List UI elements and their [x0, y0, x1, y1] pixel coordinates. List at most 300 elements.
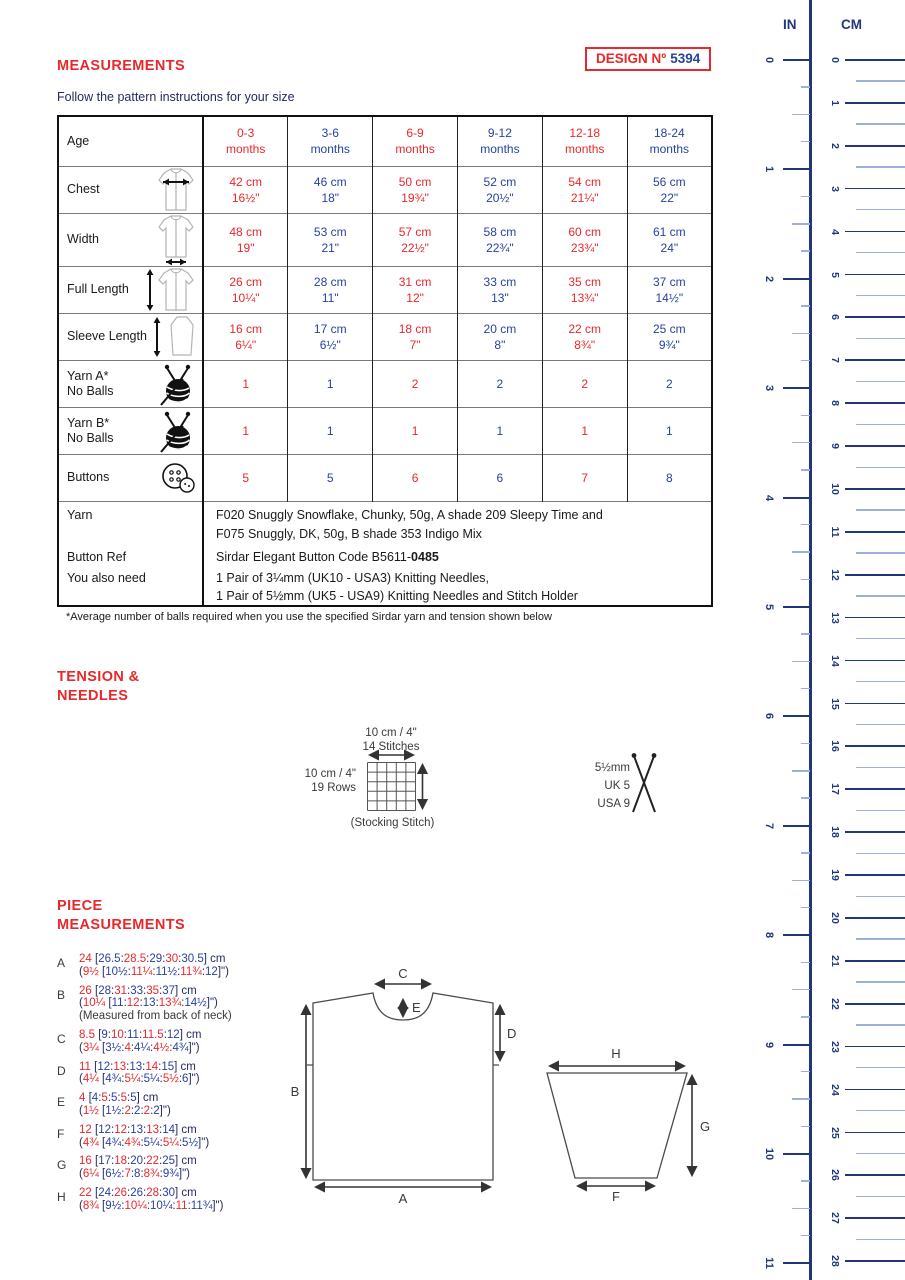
piece-letter: E	[57, 1095, 66, 1110]
cardigan-length-icon	[145, 267, 197, 313]
piece-letter: A	[57, 956, 66, 970]
ruler-tick-cm-half	[856, 638, 905, 639]
ruler-label-inch-6: 6	[763, 713, 775, 720]
ruler-tick-inch-q	[801, 1071, 810, 1072]
ruler-tick-cm-21	[845, 960, 905, 962]
tension-swatch-diagram	[360, 748, 435, 818]
ruler-tick-cm-23	[845, 1046, 905, 1048]
ruler-tick-cm-half	[856, 1153, 905, 1154]
ruler-label-cm-23: 23	[829, 1040, 841, 1053]
ruler-tick-inch-q	[801, 797, 810, 798]
value-cell: 56 cm 22"	[627, 166, 712, 213]
tension-title-line2: NEEDLES	[57, 688, 129, 704]
value-cell: 7	[542, 454, 627, 501]
ruler-tick-inch-q	[801, 688, 810, 689]
ruler-label-cm-18: 18	[829, 826, 841, 839]
ruler-tick-cm-half	[856, 767, 905, 768]
row-label-cell	[58, 360, 203, 407]
ruler-label-inch-5: 5	[763, 603, 775, 611]
ruler-tick-inch-10	[783, 1153, 810, 1155]
ruler-tick-cm-6	[845, 316, 905, 318]
ruler-tick-inch-5	[783, 606, 810, 608]
label-F: F	[612, 1189, 620, 1204]
ruler-label-cm-1: 1	[829, 99, 841, 106]
ruler-tick-inch-q	[801, 196, 810, 197]
value-cell: 2	[627, 360, 712, 407]
value-cell: 1	[288, 360, 373, 407]
tension-title	[57, 668, 140, 706]
ruler-tick-inch-half	[792, 770, 810, 772]
value-cell: 2	[373, 360, 458, 407]
ruler-tick-cm-18	[845, 831, 905, 833]
ruler-tick-cm-half	[856, 896, 905, 897]
value-cell: 46 cm 18"	[288, 166, 373, 213]
ruler-tick-cm-half	[856, 424, 905, 425]
ruler-tick-inch-half	[792, 989, 810, 991]
ruler-tick-inch-0	[783, 59, 810, 61]
piece-cm-line: 24 [26.5:28.5:29:30:30.5] cm	[79, 953, 226, 965]
piece-cm-line: 8.5 [9:10:11:11.5:12] cm	[79, 1028, 202, 1041]
yarn-line-1: F020 Snuggly Snowflake, Chunky, 50g, A shade 209 Sleepy Time and	[216, 507, 603, 522]
need-line-2: 1 Pair of 5½mm (UK5 - USA9) Knitting Needles and Stitch Holder	[216, 588, 578, 603]
age-column-header: 6-9 months	[373, 116, 458, 166]
ruler-tick-cm-20	[845, 917, 905, 919]
ruler-label-cm-2: 2	[829, 142, 841, 149]
piece-inch-line: (3¼ [3½:4:4¼:4½:4¾]")	[79, 1041, 200, 1054]
buttons-icon	[159, 462, 197, 494]
row-label-cell	[58, 454, 203, 501]
row-label: Buttons	[67, 470, 110, 484]
sleeve-piece-diagram	[535, 1040, 713, 1208]
ruler-label-cm-10: 10	[829, 483, 841, 495]
needle-uk-label: UK 5	[604, 780, 630, 792]
ruler-label-cm-3: 3	[829, 185, 841, 192]
ruler-label-inch-4: 4	[763, 494, 775, 501]
value-cell: 58 cm 22¾"	[457, 213, 542, 266]
ruler-tick-cm-9	[845, 445, 905, 447]
ruler-tick-inch-q	[801, 633, 810, 634]
row-label: Sleeve Length	[67, 329, 147, 343]
yarn-info-row	[58, 501, 712, 606]
value-cell: 37 cm 14½"	[627, 266, 712, 313]
design-number-label: DESIGN Nº	[596, 51, 667, 66]
ruler-label-cm-9: 9	[829, 443, 841, 450]
ruler-tick-cm-27	[845, 1217, 905, 1219]
ruler-label-cm-25: 25	[829, 1126, 841, 1139]
ruler-tick-inch-q	[801, 141, 810, 142]
piece-letter: H	[57, 1189, 66, 1204]
value-cell: 22 cm 8¾"	[542, 313, 627, 360]
ruler-tick-cm-half	[856, 853, 905, 854]
value-cell: 1	[203, 407, 288, 454]
piece-entry-B	[57, 985, 292, 1023]
table-row	[58, 266, 712, 313]
ruler-tick-inch-q	[801, 1016, 810, 1017]
yarn-ball-icon	[157, 409, 197, 453]
value-cell: 5	[288, 454, 373, 501]
ruler-label-cm-24: 24	[829, 1083, 841, 1096]
label-D: D	[507, 1026, 517, 1041]
body-piece-diagram	[290, 962, 520, 1210]
tension-caption: (Stocking Stitch)	[350, 817, 435, 829]
ruler-tick-cm-7	[845, 359, 905, 361]
ruler-tick-inch-q	[801, 1180, 810, 1181]
piece-entry-F	[57, 1124, 292, 1150]
ruler-tick-cm-half	[856, 80, 905, 81]
value-cell: 35 cm 13¾"	[542, 266, 627, 313]
value-cell: 61 cm 24"	[627, 213, 712, 266]
ruler-tick-cm-12	[845, 574, 905, 576]
ruler-label-inch-0: 0	[763, 56, 775, 64]
value-cell: 53 cm 21"	[288, 213, 373, 266]
age-column-header: 12-18 months	[542, 116, 627, 166]
ruler-label-cm-27: 27	[829, 1212, 841, 1225]
ruler-label-cm-21: 21	[829, 955, 841, 967]
label-E: E	[412, 1000, 421, 1015]
ruler-tick-inch-q	[801, 852, 810, 853]
piece-entry-G	[57, 1155, 292, 1181]
ruler-tick-inch-q	[801, 415, 810, 416]
table-row	[58, 166, 712, 213]
tension-gauge-size-rows: 10 cm / 4"	[304, 768, 356, 780]
value-cell: 6	[457, 454, 542, 501]
value-cell: 31 cm 12"	[373, 266, 458, 313]
row-label: Yarn B* No Balls	[67, 415, 114, 445]
ruler-label-cm-7: 7	[829, 357, 841, 364]
ruler-tick-cm-half	[856, 595, 905, 596]
tension-rows: 19 Rows	[311, 782, 356, 794]
pieces-title-line2: MEASUREMENTS	[57, 917, 186, 933]
ruler-tick-cm-half	[856, 295, 905, 296]
value-cell: 2	[457, 360, 542, 407]
ruler-tick-inch-6	[783, 715, 810, 717]
value-cell: 5	[203, 454, 288, 501]
ruler-tick-inch-half	[792, 223, 810, 225]
ruler-tick-cm-17	[845, 788, 905, 790]
value-cell: 1	[627, 407, 712, 454]
ruler-label-cm-17: 17	[829, 783, 841, 796]
tension-gauge-size: 10 cm / 4"	[365, 727, 417, 739]
ruler-label-inch-7: 7	[763, 822, 775, 829]
value-cell: 1	[457, 407, 542, 454]
ruler-tick-cm-10	[845, 488, 905, 490]
tension-left-label	[256, 767, 356, 795]
value-cell: 42 cm 16½"	[203, 166, 288, 213]
ruler-tick-cm-half	[856, 552, 905, 553]
ruler-tick-inch-q	[801, 250, 810, 251]
ruler-tick-inch-q	[801, 1126, 810, 1127]
piece-inch-line: (9½ [10½:11¼:11½:11¾:12]")	[79, 965, 229, 978]
ruler-label-cm-20: 20	[829, 912, 841, 924]
yarn-ball-icon	[157, 362, 197, 406]
ruler-label-inch-11: 11	[763, 1257, 775, 1270]
value-cell: 8	[627, 454, 712, 501]
ruler-tick-cm-half	[856, 166, 905, 167]
ruler-tick-inch-q	[801, 579, 810, 580]
piece-cm-line: 26 [28:31:33:35:37] cm	[79, 984, 197, 997]
label-A: A	[398, 1191, 408, 1206]
ruler-label-inch-1: 1	[763, 166, 775, 173]
ruler-tick-cm-15	[845, 703, 905, 705]
piece-entry-H	[57, 1187, 292, 1213]
value-cell: 6	[373, 454, 458, 501]
ruler-tick-inch-q	[801, 305, 810, 306]
ruler-label-cm-19: 19	[829, 869, 841, 881]
ruler-label-inch-2: 2	[763, 275, 775, 282]
sleeve-outline	[547, 1073, 687, 1178]
value-cell: 2	[542, 360, 627, 407]
needle-size-labels	[530, 761, 630, 811]
ruler-tick-inch-2	[783, 278, 810, 280]
ruler-tick-inch-q	[801, 962, 810, 963]
table-row	[58, 454, 712, 501]
piece-entry-E	[57, 1092, 292, 1118]
need-line-1: 1 Pair of 3¼mm (UK10 - USA3) Knitting Needles,	[216, 570, 490, 585]
design-number-value: 5394	[670, 51, 701, 66]
value-cell: 48 cm 19"	[203, 213, 288, 266]
row-label-cell	[58, 407, 203, 454]
value-cell: 16 cm 6¼"	[203, 313, 288, 360]
piece-inch-line: (4¼ [4¾:5¼:5¼:5½:6]")	[79, 1073, 200, 1086]
ruler-label-cm-5: 5	[829, 271, 841, 278]
row-label-cell	[58, 213, 203, 266]
ruler-tick-cm-half	[856, 1024, 905, 1025]
ruler-tick-cm-half	[856, 252, 905, 253]
row-label: Chest	[67, 182, 100, 196]
ruler-tick-inch-half	[792, 114, 810, 116]
piece-letter: G	[57, 1158, 67, 1173]
ruler-tick-cm-half	[856, 209, 905, 210]
ruler-label-cm-8: 8	[829, 400, 841, 407]
ruler-tick-cm-28	[845, 1260, 905, 1262]
ruler-tick-inch-half	[792, 1098, 810, 1100]
ruler-tick-inch-1	[783, 168, 810, 170]
value-cell: 26 cm 10¼"	[203, 266, 288, 313]
cardigan-chest-icon	[155, 167, 197, 213]
age-column-header: 3-6 months	[288, 116, 373, 166]
piece-note: (Measured from back of neck)	[79, 1010, 232, 1023]
body-outline	[313, 993, 493, 1180]
ruler-tick-cm-19	[845, 874, 905, 876]
ruler-tick-cm-half	[856, 938, 905, 939]
ruler-tick-cm-2	[845, 145, 905, 147]
piece-entry-D	[57, 1061, 292, 1087]
value-cell: 1	[288, 407, 373, 454]
ruler-tick-cm-half	[856, 467, 905, 468]
value-cell: 20 cm 8"	[457, 313, 542, 360]
ruler-label-cm-12: 12	[829, 568, 841, 581]
ruler-tick-cm-half	[856, 981, 905, 982]
value-cell: 1	[373, 407, 458, 454]
ruler-tick-inch-q	[801, 907, 810, 908]
ruler-label-cm-15: 15	[829, 697, 841, 710]
value-cell: 52 cm 20½"	[457, 166, 542, 213]
row-label-cell	[58, 313, 203, 360]
piece-inch-line: (8¾ [9½:10¼:10¼:11:11¾]")	[79, 1199, 224, 1212]
piece-inch-line: (10¼ [11:12:13:13¾:14½]")	[79, 997, 218, 1010]
value-cell: 28 cm 11"	[288, 266, 373, 313]
ruler-tick-cm-0	[845, 59, 905, 61]
piece-inch-line: (6¼ [6½:7:8:8¾:9¾]")	[79, 1168, 190, 1181]
you-also-need-label: You also need	[67, 570, 146, 585]
ruler-label-cm-16: 16	[829, 740, 841, 753]
yarn-info-labels	[58, 501, 203, 606]
ruler-tick-cm-25	[845, 1132, 905, 1134]
tension-stitches: 14 Stitches	[362, 741, 420, 753]
value-cell: 25 cm 9¾"	[627, 313, 712, 360]
value-cell: 17 cm 6½"	[288, 313, 373, 360]
table-footnote: *Average number of balls required when you use the specified Sirdar yarn and tension shown below	[66, 611, 552, 623]
ruler-tick-cm-13	[845, 617, 905, 619]
ruler-tick-inch-3	[783, 387, 810, 389]
piece-measurements-list	[57, 953, 292, 1219]
row-label-cell	[58, 266, 203, 313]
ruler-tick-inch-half	[792, 442, 810, 444]
ruler-label-cm-26: 26	[829, 1169, 841, 1182]
row-label: Width	[67, 232, 99, 246]
table-row	[58, 313, 712, 360]
ruler-label-cm-22: 22	[829, 997, 841, 1010]
label-H: H	[611, 1046, 621, 1061]
needle-mm-label: 5½mm	[594, 762, 630, 774]
piece-letter: B	[57, 987, 66, 1002]
ruler-tick-cm-half	[856, 1196, 905, 1197]
button-ref-text: Sirdar Elegant Button Code B5611-0485	[216, 549, 439, 564]
piece-cm-line: 16 [17:18:20:22:25] cm	[79, 1155, 197, 1168]
piece-cm-line: 22 [24:26:26:28:30] cm	[79, 1186, 197, 1199]
ruler-tick-inch-half	[792, 1208, 810, 1210]
piece-inch-line: (4¾ [4¾:4¾:5¼:5¼:5½]")	[79, 1136, 210, 1149]
ruler-tick-cm-half	[856, 810, 905, 811]
value-cell: 1	[203, 360, 288, 407]
ruler-tick-cm-26	[845, 1174, 905, 1176]
ruler-tick-cm-half	[856, 123, 905, 124]
ruler-tick-inch-half	[792, 661, 810, 663]
needle-usa-label: USA 9	[597, 798, 630, 810]
ruler-tick-inch-4	[783, 497, 810, 499]
ruler-tick-inch-q	[801, 469, 810, 470]
ruler-tick-cm-half	[856, 338, 905, 339]
age-column-header: 0-3 months	[203, 116, 288, 166]
ruler-tick-inch-q	[801, 360, 810, 361]
label-B: B	[290, 1084, 300, 1099]
piece-entry-A	[57, 953, 292, 979]
ruler-tick-inch-9	[783, 1044, 810, 1046]
pieces-title	[57, 897, 185, 935]
ruler-tick-cm-14	[845, 660, 905, 662]
ruler-tick-inch-half	[792, 333, 810, 335]
ruler-label-inch-8: 8	[763, 932, 775, 939]
pieces-title-line1: PIECE	[57, 898, 103, 914]
ruler-label-cm-28: 28	[829, 1255, 841, 1268]
table-row	[58, 213, 712, 266]
ruler-cm-header: CM	[841, 17, 862, 32]
ruler-tick-cm-half	[856, 1067, 905, 1068]
row-label: Yarn A* No Balls	[67, 368, 114, 398]
ruler-tick-inch-half	[792, 551, 810, 553]
value-cell: 1	[542, 407, 627, 454]
ruler-label-inch-3: 3	[763, 385, 775, 392]
value-cell: 54 cm 21¼"	[542, 166, 627, 213]
label-C: C	[398, 966, 408, 981]
piece-cm-line: 11 [12:13:13:14:15] cm	[79, 1060, 196, 1073]
button-ref-label: Button Ref	[67, 549, 127, 564]
ruler-tick-cm-1	[845, 102, 905, 104]
measurements-table	[57, 115, 713, 607]
table-header-row	[58, 116, 712, 166]
yarn-line-2: F075 Snuggly, DK, 50g, B shade 353 Indigo Mix	[216, 526, 482, 541]
ruler-tick-cm-half	[856, 724, 905, 725]
ruler-baseline	[809, 0, 812, 1280]
piece-letter: F	[57, 1126, 65, 1141]
design-number-box	[585, 47, 711, 71]
sleeve-length-icon	[149, 315, 197, 359]
ruler-tick-cm-16	[845, 745, 905, 747]
ruler-tick-cm-half	[856, 681, 905, 682]
table-row	[58, 360, 712, 407]
value-cell: 57 cm 22½"	[373, 213, 458, 266]
ruler-label-cm-11: 11	[829, 526, 841, 538]
ruler-label-cm-4: 4	[829, 228, 841, 235]
measurements-subtitle: Follow the pattern instructions for your size	[57, 90, 295, 104]
ruler-tick-inch-11	[783, 1262, 810, 1264]
table-row	[58, 407, 712, 454]
ruler-tick-inch-half	[792, 880, 810, 882]
ruler-tick-cm-22	[845, 1003, 905, 1005]
piece-letter: D	[57, 1063, 66, 1078]
ruler-tick-inch-q	[801, 1235, 810, 1236]
piece-inch-line: (1½ [1½:2:2:2:2]")	[79, 1104, 171, 1117]
knitting-needles-icon	[626, 750, 662, 816]
value-cell: 33 cm 13"	[457, 266, 542, 313]
value-cell: 50 cm 19¾"	[373, 166, 458, 213]
ruler-label-cm-0: 0	[829, 57, 841, 63]
ruler-tick-inch-q	[801, 743, 810, 744]
ruler-tick-cm-half	[856, 1239, 905, 1240]
ruler-tick-cm-half	[856, 1110, 905, 1111]
tension-title-line1: TENSION &	[57, 669, 140, 685]
ruler-inch-header: IN	[783, 17, 797, 32]
ruler-tick-cm-half	[856, 509, 905, 510]
ruler-tick-cm-8	[845, 402, 905, 404]
ruler-tick-cm-24	[845, 1089, 905, 1091]
swatch-grid	[368, 763, 416, 811]
age-column-header: 9-12 months	[457, 116, 542, 166]
ruler-tick-cm-half	[856, 381, 905, 382]
piece-letter: C	[57, 1031, 66, 1046]
ruler-label-cm-6: 6	[829, 314, 841, 321]
piece-cm-line: 12 [12:12:13:13:14] cm	[79, 1123, 197, 1136]
yarn-info-text	[203, 501, 712, 606]
cardigan-width-icon	[155, 214, 197, 266]
ruler-tick-cm-11	[845, 531, 905, 533]
piece-entry-C	[57, 1029, 292, 1055]
ruler-tick-inch-7	[783, 825, 810, 827]
ruler-tick-cm-5	[845, 274, 905, 276]
row-label-cell	[58, 166, 203, 213]
ruler-tick-inch-8	[783, 934, 810, 936]
age-header-cell: Age	[58, 116, 203, 166]
ruler-label-cm-13: 13	[829, 611, 841, 624]
row-label: Full Length	[67, 282, 129, 296]
ruler-tick-cm-4	[845, 231, 905, 233]
ruler-label-inch-10: 10	[763, 1147, 775, 1161]
ruler-tick-cm-3	[845, 188, 905, 190]
label-G: G	[700, 1119, 711, 1134]
ruler-label-inch-9: 9	[763, 1041, 775, 1048]
ruler-label-cm-14: 14	[829, 654, 841, 667]
measurements-title: MEASUREMENTS	[57, 58, 186, 74]
